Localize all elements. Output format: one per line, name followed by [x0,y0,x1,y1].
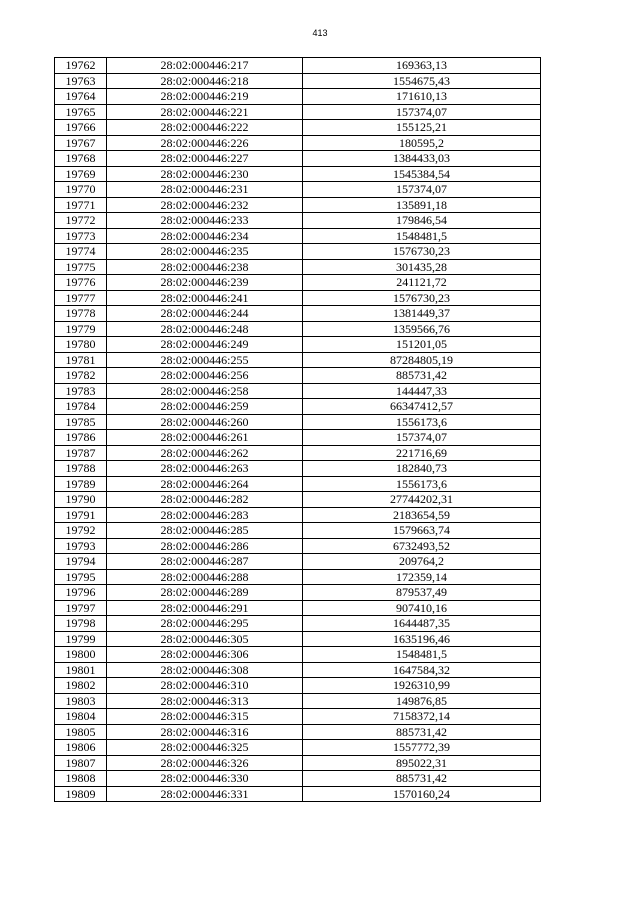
table-row [55,383,541,399]
row-number-cell: 19783 [55,383,107,399]
table-row [55,631,541,647]
cadastral-number-cell: 28:02:000446:234 [107,228,303,244]
value-cell: 1384433,03 [303,151,541,167]
row-number-cell: 19794 [55,554,107,570]
cadastral-number-cell: 28:02:000446:218 [107,73,303,89]
value-cell: 169363,13 [303,58,541,74]
page-number: 413 [312,28,328,38]
table-body [55,58,541,802]
row-number-cell: 19764 [55,89,107,105]
table-row [55,492,541,508]
row-number-cell: 19779 [55,321,107,337]
row-number-cell: 19803 [55,693,107,709]
table-row [55,678,541,694]
value-cell: 1557772,39 [303,740,541,756]
cadastral-number-cell: 28:02:000446:233 [107,213,303,229]
row-number-cell: 19777 [55,290,107,306]
row-number-cell: 19778 [55,306,107,322]
cadastral-number-cell: 28:02:000446:227 [107,151,303,167]
table-row [55,368,541,384]
value-cell: 885731,42 [303,368,541,384]
table-row [55,693,541,709]
value-cell: 895022,31 [303,755,541,771]
cadastral-number-cell: 28:02:000446:261 [107,430,303,446]
cadastral-number-cell: 28:02:000446:217 [107,58,303,74]
value-cell: 2183654,59 [303,507,541,523]
cadastral-number-cell: 28:02:000446:232 [107,197,303,213]
value-cell: 1635196,46 [303,631,541,647]
cadastral-number-cell: 28:02:000446:295 [107,616,303,632]
table-row [55,306,541,322]
cadastral-number-cell: 28:02:000446:256 [107,368,303,384]
row-number-cell: 19763 [55,73,107,89]
value-cell: 66347412,57 [303,399,541,415]
table-row [55,275,541,291]
row-number-cell: 19767 [55,135,107,151]
table-row [55,337,541,353]
cadastral-number-cell: 28:02:000446:239 [107,275,303,291]
row-number-cell: 19790 [55,492,107,508]
cadastral-number-cell: 28:02:000446:248 [107,321,303,337]
value-cell: 1647584,32 [303,662,541,678]
table-row [55,585,541,601]
table-row [55,740,541,756]
value-cell: 1644487,35 [303,616,541,632]
cadastral-number-cell: 28:02:000446:263 [107,461,303,477]
cadastral-number-cell: 28:02:000446:259 [107,399,303,415]
table-row [55,213,541,229]
cadastral-number-cell: 28:02:000446:238 [107,259,303,275]
value-cell: 155125,21 [303,120,541,136]
value-cell: 301435,28 [303,259,541,275]
row-number-cell: 19802 [55,678,107,694]
cadastral-number-cell: 28:02:000446:222 [107,120,303,136]
value-cell: 179846,54 [303,213,541,229]
cadastral-number-cell: 28:02:000446:241 [107,290,303,306]
cadastral-number-cell: 28:02:000446:325 [107,740,303,756]
table-row [55,538,541,554]
cadastral-number-cell: 28:02:000446:283 [107,507,303,523]
cadastral-number-cell: 28:02:000446:226 [107,135,303,151]
value-cell: 7158372,14 [303,709,541,725]
table-row [55,786,541,802]
cadastral-number-cell: 28:02:000446:326 [107,755,303,771]
value-cell: 879537,49 [303,585,541,601]
row-number-cell: 19769 [55,166,107,182]
table-row [55,414,541,430]
row-number-cell: 19771 [55,197,107,213]
value-cell: 157374,07 [303,104,541,120]
row-number-cell: 19773 [55,228,107,244]
value-cell: 1545384,54 [303,166,541,182]
table-row [55,461,541,477]
cadastral-number-cell: 28:02:000446:331 [107,786,303,802]
table-row [55,104,541,120]
table-row [55,724,541,740]
row-number-cell: 19789 [55,476,107,492]
table-row [55,600,541,616]
cadastral-number-cell: 28:02:000446:306 [107,647,303,663]
cadastral-number-cell: 28:02:000446:244 [107,306,303,322]
table-row [55,197,541,213]
row-number-cell: 19772 [55,213,107,229]
row-number-cell: 19798 [55,616,107,632]
table-row [55,476,541,492]
cadastral-number-cell: 28:02:000446:231 [107,182,303,198]
cadastral-number-cell: 28:02:000446:230 [107,166,303,182]
value-cell: 157374,07 [303,182,541,198]
row-number-cell: 19788 [55,461,107,477]
row-number-cell: 19801 [55,662,107,678]
row-number-cell: 19806 [55,740,107,756]
cadastral-number-cell: 28:02:000446:286 [107,538,303,554]
value-cell: 171610,13 [303,89,541,105]
row-number-cell: 19770 [55,182,107,198]
row-number-cell: 19776 [55,275,107,291]
cadastral-number-cell: 28:02:000446:249 [107,337,303,353]
table-row [55,89,541,105]
row-number-cell: 19799 [55,631,107,647]
value-cell: 1548481,5 [303,647,541,663]
table-row [55,135,541,151]
table-row [55,166,541,182]
cadastral-number-cell: 28:02:000446:264 [107,476,303,492]
value-cell: 1381449,37 [303,306,541,322]
row-number-cell: 19792 [55,523,107,539]
value-cell: 1926310,99 [303,678,541,694]
cadastral-number-cell: 28:02:000446:221 [107,104,303,120]
table-row [55,259,541,275]
row-number-cell: 19775 [55,259,107,275]
value-cell: 221716,69 [303,445,541,461]
table-row [55,554,541,570]
value-cell: 144447,33 [303,383,541,399]
cadastral-number-cell: 28:02:000446:289 [107,585,303,601]
row-number-cell: 19793 [55,538,107,554]
cadastral-number-cell: 28:02:000446:287 [107,554,303,570]
row-number-cell: 19807 [55,755,107,771]
cadastral-number-cell: 28:02:000446:308 [107,662,303,678]
cadastral-number-cell: 28:02:000446:285 [107,523,303,539]
cadastral-number-cell: 28:02:000446:258 [107,383,303,399]
row-number-cell: 19797 [55,600,107,616]
cadastral-number-cell: 28:02:000446:291 [107,600,303,616]
table-row [55,507,541,523]
row-number-cell: 19791 [55,507,107,523]
value-cell: 209764,2 [303,554,541,570]
cadastral-number-cell: 28:02:000446:255 [107,352,303,368]
row-number-cell: 19809 [55,786,107,802]
table-row [55,616,541,632]
table-row [55,151,541,167]
table-row [55,430,541,446]
row-number-cell: 19800 [55,647,107,663]
row-number-cell: 19784 [55,399,107,415]
value-cell: 180595,2 [303,135,541,151]
row-number-cell: 19804 [55,709,107,725]
value-cell: 1556173,6 [303,414,541,430]
cadastral-number-cell: 28:02:000446:219 [107,89,303,105]
table-row [55,290,541,306]
row-number-cell: 19805 [55,724,107,740]
value-cell: 1359566,76 [303,321,541,337]
value-cell: 1579663,74 [303,523,541,539]
table-row [55,73,541,89]
table-row [55,569,541,585]
value-cell: 149876,85 [303,693,541,709]
value-cell: 885731,42 [303,771,541,787]
cadastral-number-cell: 28:02:000446:315 [107,709,303,725]
row-number-cell: 19787 [55,445,107,461]
value-cell: 1554675,43 [303,73,541,89]
value-cell: 27744202,31 [303,492,541,508]
value-cell: 1570160,24 [303,786,541,802]
table-row [55,755,541,771]
table-row [55,709,541,725]
value-cell: 1548481,5 [303,228,541,244]
value-cell: 907410,16 [303,600,541,616]
table-row [55,662,541,678]
table-row [55,523,541,539]
cadastral-number-cell: 28:02:000446:282 [107,492,303,508]
row-number-cell: 19785 [55,414,107,430]
value-cell: 157374,07 [303,430,541,446]
row-number-cell: 19796 [55,585,107,601]
table-row [55,352,541,368]
cadastral-number-cell: 28:02:000446:305 [107,631,303,647]
cadastral-table [54,57,541,802]
value-cell: 241121,72 [303,275,541,291]
row-number-cell: 19768 [55,151,107,167]
row-number-cell: 19795 [55,569,107,585]
value-cell: 182840,73 [303,461,541,477]
table-row [55,321,541,337]
value-cell: 885731,42 [303,724,541,740]
value-cell: 172359,14 [303,569,541,585]
value-cell: 1576730,23 [303,244,541,260]
cadastral-number-cell: 28:02:000446:288 [107,569,303,585]
cadastral-number-cell: 28:02:000446:313 [107,693,303,709]
cadastral-number-cell: 28:02:000446:262 [107,445,303,461]
table-row [55,244,541,260]
row-number-cell: 19780 [55,337,107,353]
table-row [55,182,541,198]
row-number-cell: 19781 [55,352,107,368]
row-number-cell: 19782 [55,368,107,384]
row-number-cell: 19765 [55,104,107,120]
table-row [55,647,541,663]
table-row [55,120,541,136]
table-row [55,445,541,461]
cadastral-number-cell: 28:02:000446:330 [107,771,303,787]
value-cell: 1576730,23 [303,290,541,306]
table-row [55,399,541,415]
value-cell: 1556173,6 [303,476,541,492]
value-cell: 135891,18 [303,197,541,213]
row-number-cell: 19786 [55,430,107,446]
table-row [55,58,541,74]
value-cell: 151201,05 [303,337,541,353]
cadastral-number-cell: 28:02:000446:235 [107,244,303,260]
row-number-cell: 19766 [55,120,107,136]
table-row [55,228,541,244]
value-cell: 87284805,19 [303,352,541,368]
table-row [55,771,541,787]
cadastral-number-cell: 28:02:000446:310 [107,678,303,694]
row-number-cell: 19762 [55,58,107,74]
cadastral-number-cell: 28:02:000446:316 [107,724,303,740]
row-number-cell: 19808 [55,771,107,787]
cadastral-number-cell: 28:02:000446:260 [107,414,303,430]
value-cell: 6732493,52 [303,538,541,554]
row-number-cell: 19774 [55,244,107,260]
